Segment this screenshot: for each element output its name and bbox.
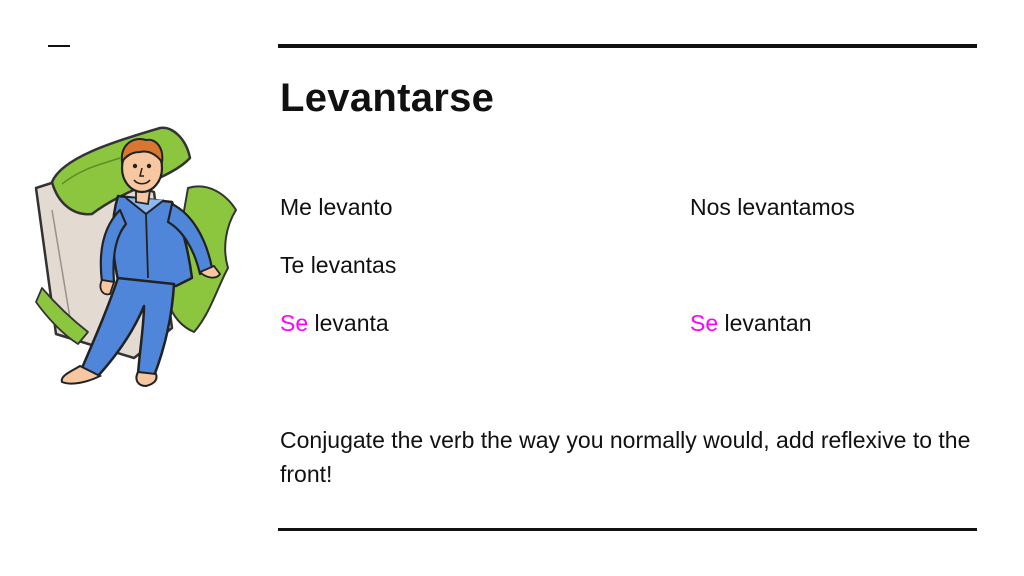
conjugation-se-singular <box>280 308 389 338</box>
conjugation-pronoun-highlighted: Se <box>280 310 309 336</box>
conjugation-pronoun: Me <box>280 194 312 220</box>
conjugation-verb: levantas <box>310 252 397 278</box>
conjugation-verb: levanto <box>318 194 393 220</box>
man-getting-out-of-bed-icon <box>22 118 252 398</box>
instruction-note: Conjugate the verb the way you normally would, add reflexive to the front! <box>280 427 971 487</box>
slide-corner-dash <box>48 45 70 47</box>
top-divider <box>278 44 977 48</box>
conjugation-verb: levantamos <box>737 194 855 220</box>
conjugation-verb: levantan <box>724 310 812 336</box>
conjugation-verb: levanta <box>314 310 389 336</box>
conjugation-pronoun: Te <box>280 252 305 278</box>
conjugation-pronoun: Nos <box>690 194 731 220</box>
conjugation-nos <box>690 192 855 222</box>
conjugation-pronoun-highlighted: Se <box>690 310 719 336</box>
bottom-divider <box>278 528 977 531</box>
slide-title: Levantarse <box>280 76 495 120</box>
conjugation-se-plural <box>690 308 812 338</box>
conjugation-me <box>280 192 393 222</box>
conjugation-te <box>280 250 396 280</box>
